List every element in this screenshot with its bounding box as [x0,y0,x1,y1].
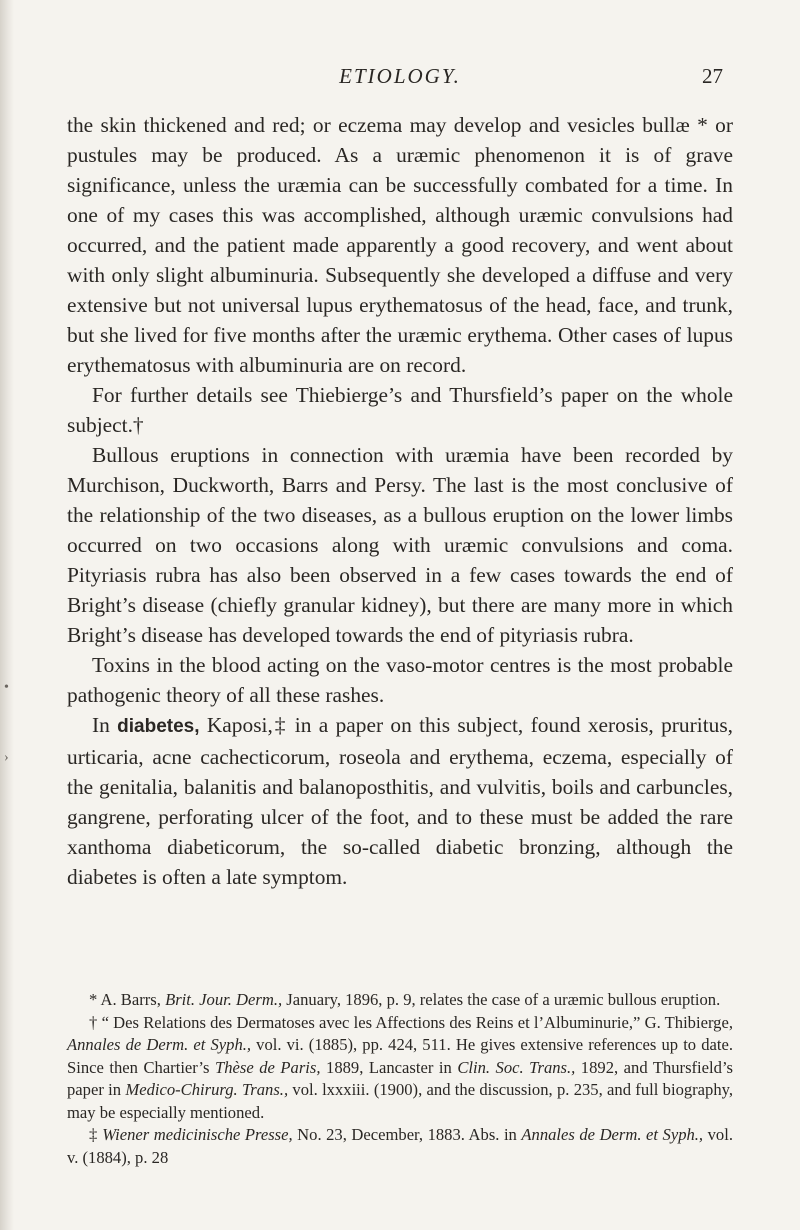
paragraph-5 [67,710,733,892]
footnote-1 [67,989,733,1012]
diabetes-heading: diabetes, [117,716,200,737]
footnote-citation: Thèse de Paris, [215,1057,321,1077]
paragraph-3: Bullous eruptions in connection with uræmia have been recorded by Murchison, Duckworth, Barrs and Persy. The last is the most conclusive of the relationship of the two diseases, as a bullous eruption on the lower limbs occurred on two occasions along with uræmic convulsions and coma. Pityriasis rubra has also been observed in a few cases towards the end of Bright’s disease (chiefly granular kidney), but there are many more in which Bright’s disease has developed towards the end of pityriasis rubra. [67,443,733,647]
footnote-citation: Annales de Derm. et Syph., [521,1125,704,1144]
paragraph-2: For further details see Thiebierge’s and Thursfield’s paper on the whole subject.† [67,383,733,437]
page-header [0,64,800,94]
footnote-3 [67,1124,733,1169]
footnote-text: 1889, Lancaster in [320,1057,458,1077]
margin-mark: • [4,680,9,695]
footnote-citation: Wiener medicinische Presse, [102,1125,293,1144]
footnote-text: 1892, and Thursfield’s paper in [67,1057,734,1099]
footnote-text: vol. vi. (1885), pp. 424, 511. He gives extensive references up to date. Since then Chartier’s [67,1035,733,1077]
paragraph-5-text: Kaposi,‡ in a paper on this subject, found xerosis, pruritus, urticaria, acne cachecticorum, roseola and erythema, eczema, especially of the genitalia, balanitis and balanoposthitis, and vulvitis, boils and carbuncles, gangrene, perforating ulcer of the foot, and to these must be added the rare xanthoma diabeticorum, the so-called diabetic bronzing, although the diabetes is often a late symptom. [67,713,734,889]
footnote-text: † “ Des Relations des Dermatoses avec les Affections des Reins et l’Albuminurie,” G. Thibierge, [89,1012,733,1032]
running-head: ETIOLOGY. [339,64,461,88]
margin-mark: › [4,750,9,765]
paragraph-5-lead: In [92,713,118,737]
footnote-text: No. 23, December, 1883. Abs. in [292,1125,522,1144]
footnote-2 [67,1012,733,1125]
footnote-citation: Brit. Jour. Derm., [165,990,283,1009]
page-gutter-shadow [0,0,14,1230]
footnotes [67,989,733,1169]
footnote-text: ‡ [89,1125,103,1144]
footnote-citation: Medico-Chirurg. Trans., [125,1080,289,1099]
footnote-text: vol. lxxxiii. (1900), and the discussion, p. 235, and full biography, may be especially mentioned. [67,1080,734,1122]
footnote-text: * A. Barrs, [89,990,166,1009]
footnote-text: vol. v. (1884), p. 28 [67,1125,733,1167]
body-text [67,110,733,892]
footnote-text: January, 1896, p. 9, relates the case of a uræmic bullous eruption. [282,990,721,1009]
footnote-citation: Annales de Derm. et Syph., [67,1035,252,1054]
page-number: 27 [702,64,723,88]
footnote-citation: Clin. Soc. Trans., [457,1057,576,1077]
paragraph-1: the skin thickened and red; or eczema may develop and vesicles bullæ * or pustules may be produced. As a uræmic phenomenon it is of grave significance, unless the uræmia can be successfully combated for a time. In one of my cases this was accomplished, although uræmic convulsions had occurred, and the patient made apparently a good recovery, and went about with only slight albuminuria. Subsequently she developed a diffuse and very extensive but not universal lupus erythematosus of the head, face, and trunk, but she lived for five months after the uræmic erythema. Other cases of lupus erythematosus with albuminuria are on record. [67,113,733,377]
paragraph-4: Toxins in the blood acting on the vaso-motor centres is the most probable pathogenic theory of all these rashes. [67,653,733,707]
